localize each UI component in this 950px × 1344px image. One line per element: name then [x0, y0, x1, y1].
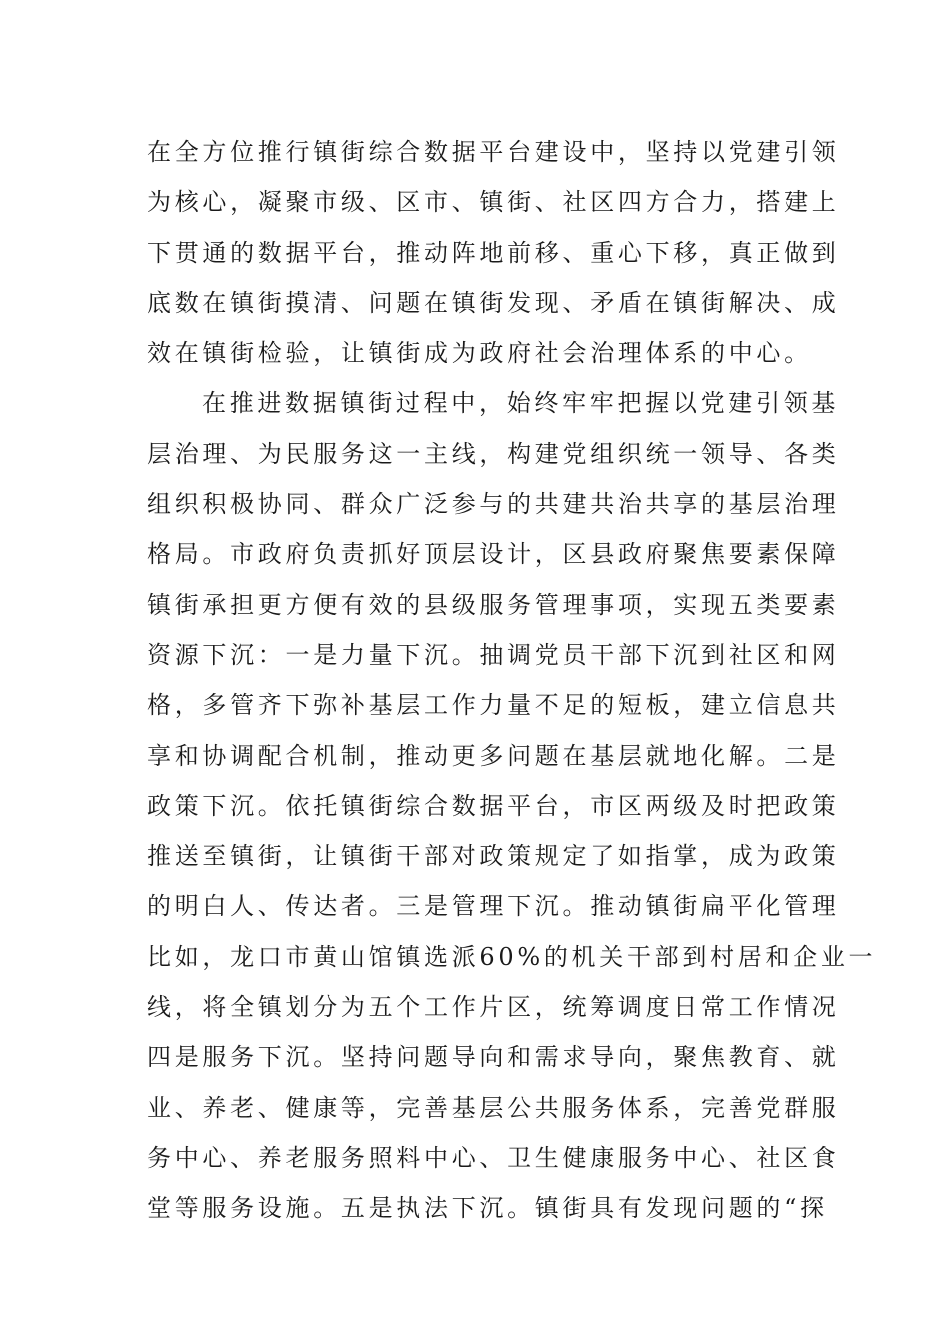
text-line: 下贯通的数据平台，推动阵地前移、重心下移，真正做到	[147, 238, 840, 267]
text-line: 比如，龙口市黄山馆镇选派60%的机关干部到村居和企业一	[147, 942, 877, 971]
text-line: 镇街承担更方便有效的县级服务管理事项，实现五类要素	[147, 590, 840, 619]
text-line: 在推进数据镇街过程中，始终牢牢把握以党建引领基	[202, 389, 840, 418]
text-line: 堂等服务设施。五是执法下沉。镇街具有发现问题的“探	[147, 1194, 828, 1223]
text-line: 在全方位推行镇街综合数据平台建设中，坚持以党建引领	[147, 138, 840, 166]
text-line: 的明白人、传达者。三是管理下沉。推动镇街扁平化管理	[147, 892, 840, 921]
text-line: 推送至镇街，让镇街干部对政策规定了如指掌，成为政策	[147, 842, 840, 871]
text-line: 业、养老、健康等，完善基层公共服务体系，完善党群服	[147, 1093, 840, 1122]
text-line: 政策下沉。依托镇街综合数据平台，市区两级及时把政策	[147, 791, 840, 820]
text-line: 线，将全镇划分为五个工作片区，统筹调度日常工作情况	[147, 993, 840, 1022]
text-line: 效在镇街检验，让镇街成为政府社会治理体系的中心。	[147, 339, 812, 368]
paragraph-1	[147, 127, 840, 378]
text-line: 层治理、为民服务这一主线，构建党组织统一领导、各类	[147, 439, 840, 468]
text-line: 四是服务下沉。坚持问题导向和需求导向，聚焦教育、就	[147, 1043, 840, 1072]
text-line: 格，多管齐下弥补基层工作力量不足的短板，建立信息共	[147, 691, 840, 720]
text-line: 为核心，凝聚市级、区市、镇街、社区四方合力，搭建上	[147, 188, 840, 217]
text-line: 资源下沉：一是力量下沉。抽调党员干部下沉到社区和网	[147, 640, 840, 669]
text-line: 享和协调配合机制，推动更多问题在基层就地化解。二是	[147, 741, 840, 770]
text-line: 务中心、养老服务照料中心、卫生健康服务中心、社区食	[147, 1143, 840, 1172]
text-line: 组织积极协同、群众广泛参与的共建共治共享的基层治理	[147, 490, 840, 519]
text-line: 格局。市政府负责抓好顶层设计，区县政府聚焦要素保障	[147, 540, 840, 569]
document-body	[147, 127, 877, 1234]
text-line: 底数在镇街摸清、问题在镇街发现、矛盾在镇街解决、成	[147, 288, 840, 317]
paragraph-2	[147, 378, 877, 1233]
